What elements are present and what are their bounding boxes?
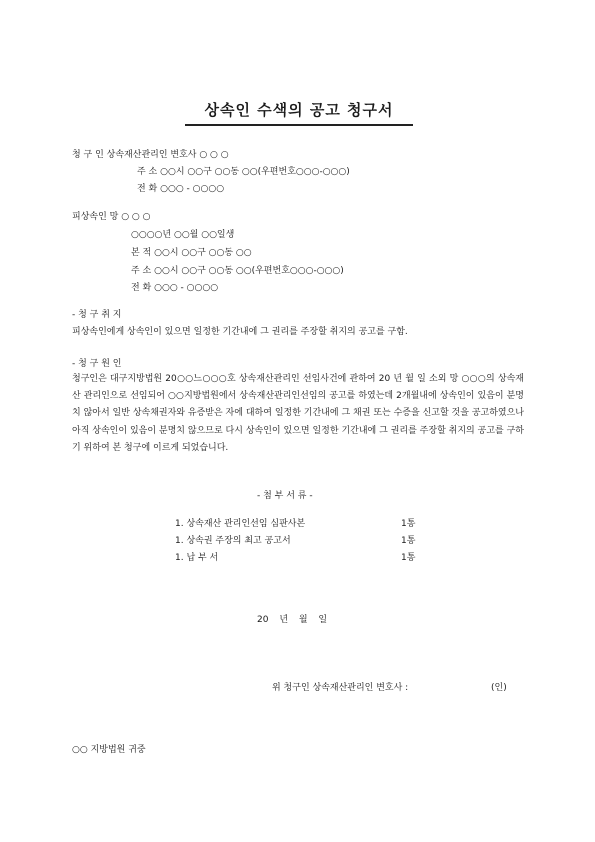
reason-text: 청구인은 대구지방법원 20○○느○○○호 상속재산관리인 선임사건에 관하여 20 년 월 일 소외 망 ○○○의 상속재산 관리인으로 선임되어 ○○지방법원에서 상속재산관리인선임의 공고를 하였는데 2개월내에 상속인이 있음이 분명치 않아서 일반 상속채권자와 유증받은 자에 대하여 일정한 기간내에 그 채권 또는 수증을 신고할 것을 공고하였으나 아직 상속인이 있음이 분명치 않으므로 다시 상속인이 있으면 일정한 기간내에 그 권리를 주장할 취지의 공고를 구하기 위하여 본 청구에 이르게 되었습니다.: [72, 374, 524, 453]
deceased-phone: 전 화 ○○○ - ○○○○: [131, 283, 219, 293]
attachment-item-name: 1. 상속권 주장의 최고 공고서: [175, 536, 291, 546]
attachment-item-count: 1통: [401, 519, 416, 529]
claimant-address: 주 소 ○○시 ○○구 ○○동 ○○(우편번호○○○-○○○): [137, 167, 350, 177]
claimant-phone: 전 화 ○○○ - ○○○○: [137, 184, 225, 194]
deceased-line: 피상속인 망 ○ ○ ○: [72, 212, 151, 222]
document-date: 20 년 월 일: [257, 615, 328, 625]
signature-seal: (인): [491, 683, 507, 693]
deceased-address: 주 소 ○○시 ○○구 ○○동 ○○(우편번호○○○-○○○): [131, 266, 344, 276]
court-addressee: ○○ 지방법원 귀중: [72, 745, 146, 755]
document-title: 상속인 수색의 공고 청구서: [185, 99, 413, 126]
deceased-domicile: 본 적 ○○시 ○○구 ○○동 ○○: [131, 248, 252, 258]
purpose-text: 피상속인에게 상속인이 있으면 일정한 기간내에 그 권리를 주장할 취지의 공고를 구함.: [72, 327, 408, 337]
reason-heading: - 청 구 원 인: [72, 359, 122, 369]
attachments-heading: - 첨 부 서 류 -: [257, 491, 313, 501]
attachment-item-name: 1. 납 부 서: [175, 553, 219, 563]
attachment-item-count: 1통: [401, 553, 416, 563]
signature-text: 위 청구인 상속재산관리인 변호사 :: [272, 683, 409, 693]
attachment-item-count: 1통: [401, 536, 416, 546]
claimant-line: 청 구 인 상속재산관리인 변호사 ○ ○ ○: [72, 150, 229, 160]
purpose-heading: - 청 구 취 지: [72, 310, 122, 320]
deceased-birth: ○○○○년 ○○월 ○○일생: [131, 230, 235, 240]
attachment-item-name: 1. 상속재산 관리인선임 심판사본: [175, 519, 306, 529]
